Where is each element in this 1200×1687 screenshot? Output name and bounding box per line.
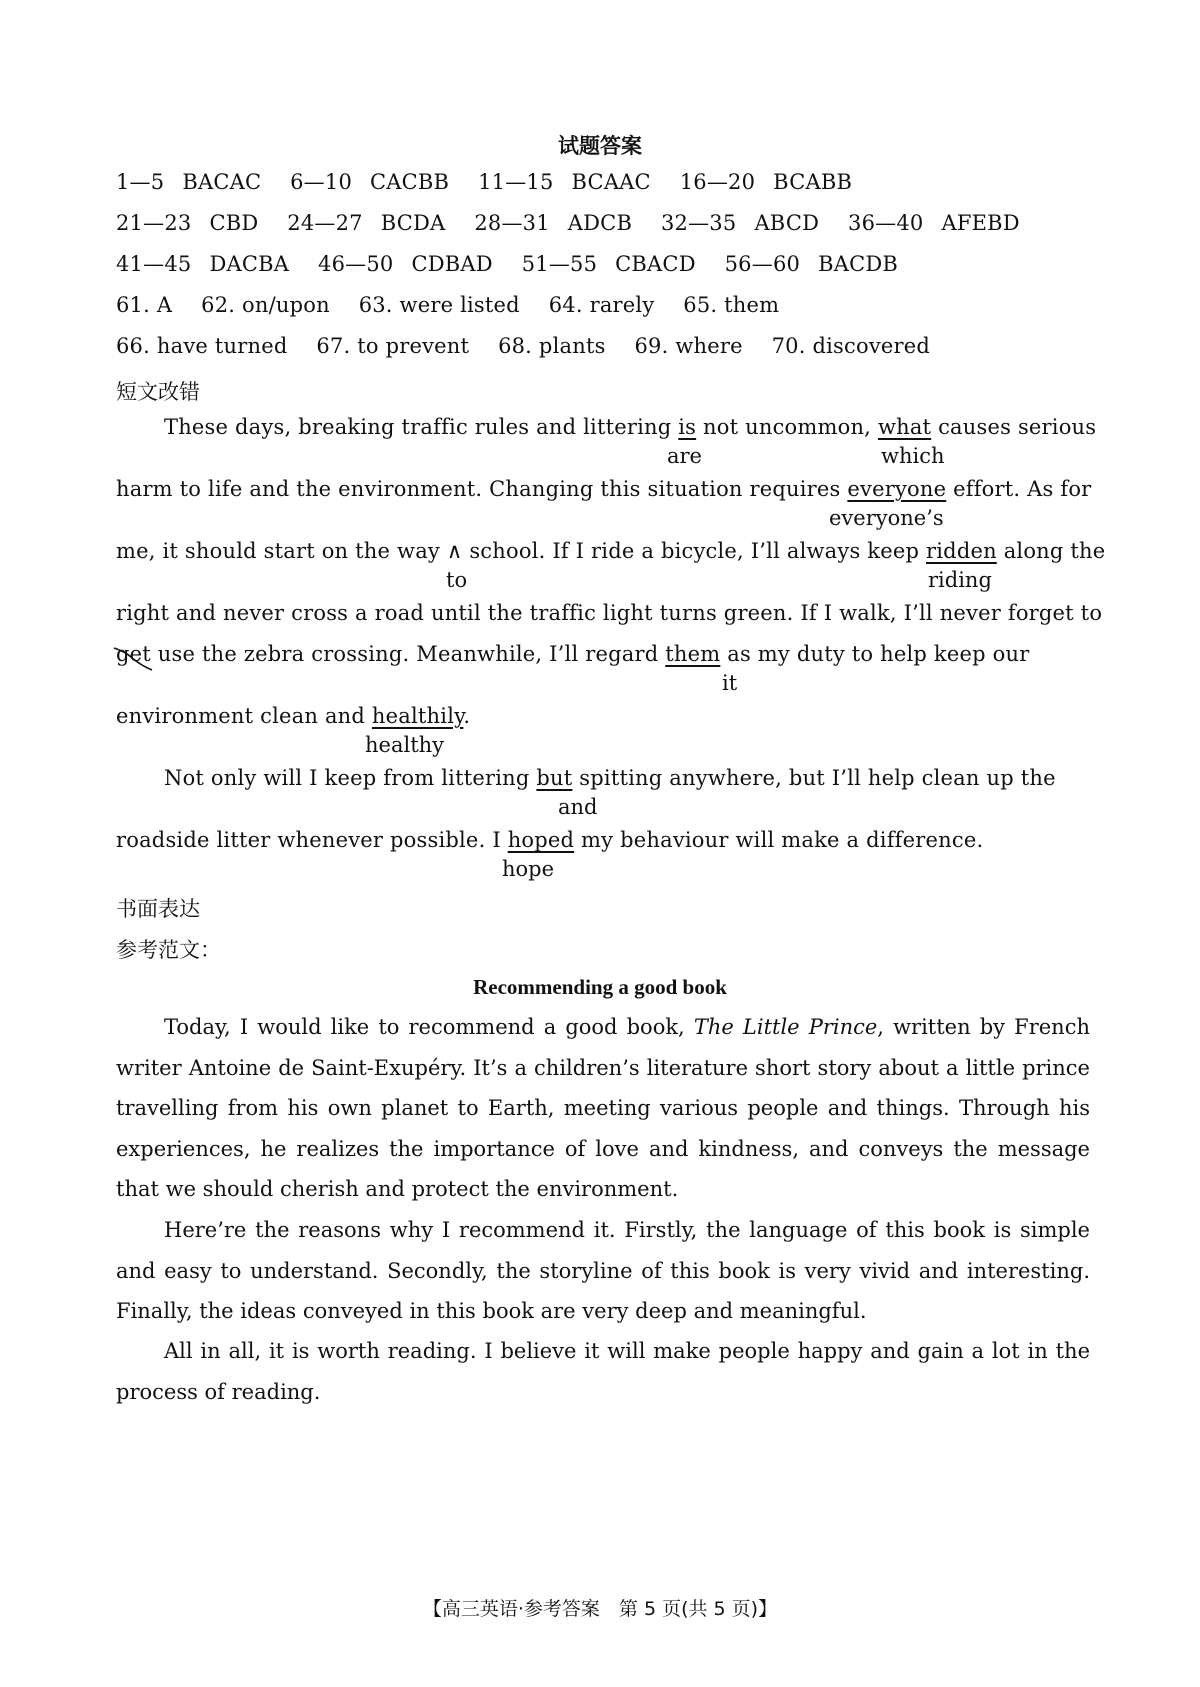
text: along the [996,539,1106,563]
answers-row-5 [116,334,952,358]
correction-word: and [558,795,598,819]
answer-letters: CBACD [615,252,696,276]
answer-range: 28—31 [474,211,550,235]
answer-letters: BACAC [182,170,262,194]
correction-word: it [722,671,738,695]
answer-item: 67. to prevent [316,334,470,358]
answer-letters: CBD [209,211,259,235]
answer-item: 64. rarely [548,293,655,317]
text: . [463,704,471,728]
correction-line-3 [116,539,1105,563]
text: me, it should start on the way [116,539,447,563]
error-word: hoped [507,828,575,852]
correction-line-7 [164,766,1056,790]
answer-item: 69. where [634,334,743,358]
text: These days, breaking traffic rules and littering [164,415,679,439]
answer-range: 46—50 [318,252,394,276]
correction-heading: 短文改错 [116,380,200,404]
answer-item: 66. have turned [116,334,288,358]
text: harm to life and the environment. Changing this situation requires [116,477,848,501]
correction-line-8 [116,828,983,852]
correction-word: healthy [365,733,445,757]
text: causes serious [931,415,1097,439]
answer-letters: CDBAD [411,252,493,276]
text: , written by French writer Antoine de Saint-Exupéry. It’s a children’s literature short story about a little prince travelling from his own planet to Earth, meeting various people and things. Through his experiences, he realizes the importance of love and kindness, and conveys the message that we should cherish and protect the environment. [116,1015,1090,1201]
insert-caret: ∧ [446,539,463,563]
correction-word: which [881,444,945,468]
error-word: is [678,415,697,439]
text: spitting anywhere, but I’ll help clean up the [572,766,1056,790]
answer-letters: BCABB [773,170,853,194]
answer-range: 24—27 [287,211,363,235]
answer-item: 68. plants [498,334,606,358]
answer-letters: AFEBD [941,211,1020,235]
error-word: but [536,766,573,790]
answer-range: 21—23 [116,211,192,235]
text: Today, I would like to recommend a good book, [164,1015,694,1039]
answer-letters: BACDB [818,252,899,276]
correction-word: riding [928,568,992,592]
text: use the zebra crossing. Meanwhile, I’ll regard [150,642,666,666]
answer-letters: ABCD [754,211,820,235]
answer-letters: BCDA [380,211,446,235]
error-word: healthily [371,704,464,728]
answer-range: 51—55 [521,252,598,276]
deleted-word [116,642,151,666]
correction-line-6 [116,704,470,728]
answers-row-4 [116,293,801,317]
answer-item: 62. on/upon [201,293,330,317]
answer-item: 65. them [683,293,780,317]
answer-range: 36—40 [848,211,924,235]
answer-range: 32—35 [660,211,737,235]
book-title: The Little Prince [693,1015,878,1039]
error-word: ridden [926,539,997,563]
answer-range: 1—5 [116,170,165,194]
page-title: 试题答案 [558,134,642,158]
deleted-word-text: get [116,642,151,666]
answer-item: 61. A [116,293,173,317]
correction-line-2 [116,477,1091,501]
correction-line-5 [116,642,1029,666]
answers-row-2 [116,211,1042,235]
answer-letters: ADCB [567,211,633,235]
answer-item: 70. discovered [771,334,931,358]
writing-subheading: 参考范文： [116,938,221,962]
answers-row-1 [116,170,874,194]
answer-range: 6—10 [290,170,353,194]
text: effort. As for [946,477,1092,501]
error-word: everyone [847,477,947,501]
essay-paragraph-3: All in all, it is worth reading. I believe it will make people happy and gain a lot in the process of reading. [116,1339,1090,1404]
text: environment clean and [116,704,372,728]
correction-word: everyone’s [829,506,944,530]
correction-word: hope [502,857,555,881]
text: my behaviour will make a difference. [574,828,984,852]
correction-word: to [446,568,468,592]
correction-line-4: right and never cross a road until the traffic light turns green. If I walk, I’ll never forget to [116,601,1103,625]
answer-range: 41—45 [116,252,192,276]
error-word: what [877,415,932,439]
answer-letters: CACBB [370,170,450,194]
correction-word: are [667,444,702,468]
answer-item: 63. were listed [358,293,520,317]
page-footer: 【高三英语·参考答案 第 5 页(共 5 页)】 [422,1598,778,1620]
text: roadside litter whenever possible. I [116,828,508,852]
answer-range: 11—15 [478,170,554,194]
essay-paragraph-1 [116,1007,1090,1210]
essay-paragraph-2: Here’re the reasons why I recommend it. Firstly, the language of this book is simple and easy to understand. Secondly, the storyline of this book is very vivid and interesting. Finally, the ideas conveyed in this book are very deep and meaningful. [116,1218,1090,1323]
error-word: them [665,642,721,666]
answers-row-3 [116,252,920,276]
correction-line-1 [164,415,1096,439]
text: school. If I ride a bicycle, I’ll always keep [462,539,927,563]
answer-range: 16—20 [679,170,756,194]
strike-mark [112,644,156,672]
writing-heading: 书面表达 [116,897,200,921]
essay-title: Recommending a good book [473,975,727,999]
text: Not only will I keep from littering [164,766,537,790]
answer-letters: DACBA [209,252,290,276]
text: as my duty to help keep our [720,642,1030,666]
answer-letters: BCAAC [571,170,651,194]
text: not uncommon, [696,415,878,439]
answer-range: 56—60 [724,252,801,276]
